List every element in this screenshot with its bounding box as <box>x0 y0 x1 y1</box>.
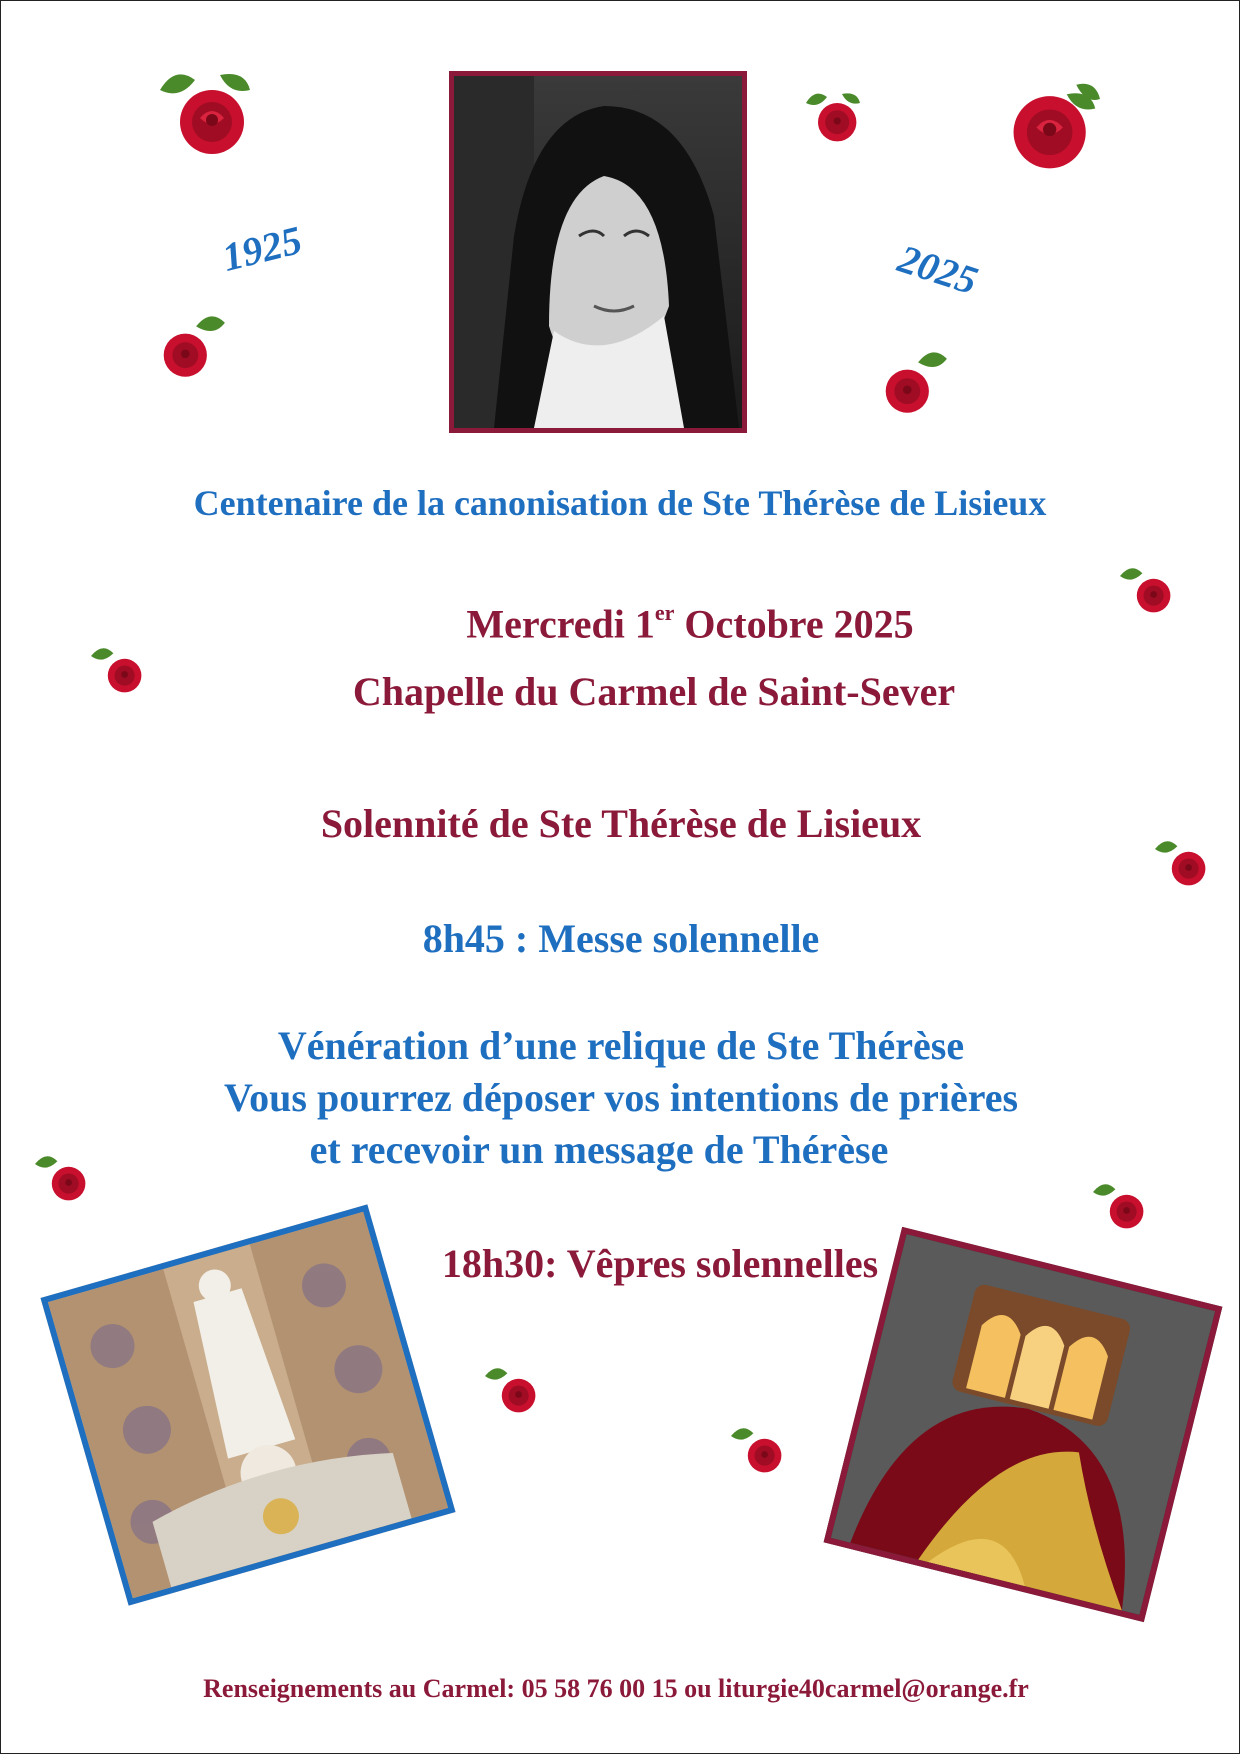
year-end: 2025 <box>893 235 983 304</box>
contact-footer: Renseignements au Carmel: 05 58 76 00 15 ou liturgie40carmel@orange.fr <box>203 1674 1029 1703</box>
rose-icon <box>800 85 866 145</box>
schedule-vespers: 18h30: Vêpres solennelles <box>441 1241 879 1286</box>
event-day-suffix: Octobre 2025 <box>674 601 914 647</box>
rose-icon <box>150 60 260 160</box>
veneration-line-1: Vénération d’une relique de Ste Thérèse <box>277 1023 965 1068</box>
rose-icon <box>726 1422 792 1478</box>
rose-icon <box>480 1362 546 1418</box>
schedule-mass: 8h45 : Messe solennelle <box>422 916 820 961</box>
year-start: 1925 <box>217 216 307 281</box>
rose-icon <box>872 348 957 420</box>
event-date <box>0 600 1240 648</box>
rose-icon <box>1088 1178 1154 1234</box>
veneration-line-2: Vous pourrez déposer vos intentions de prières <box>223 1075 1019 1120</box>
event-day-sup: er <box>654 600 675 625</box>
event-place: Chapelle du Carmel de Saint-Sever <box>352 669 956 714</box>
veneration-line-3: et recevoir un message de Thérèse <box>309 1127 889 1172</box>
event-day-prefix: Mercredi 1 <box>466 601 655 647</box>
rose-icon <box>150 312 235 384</box>
portrait-photo <box>449 71 747 433</box>
rose-icon <box>1000 80 1105 175</box>
event-solemnity: Solennité de Ste Thérèse de Lisieux <box>320 801 922 846</box>
headline: Centenaire de la canonisation de Ste Thérèse de Lisieux <box>193 483 1047 523</box>
